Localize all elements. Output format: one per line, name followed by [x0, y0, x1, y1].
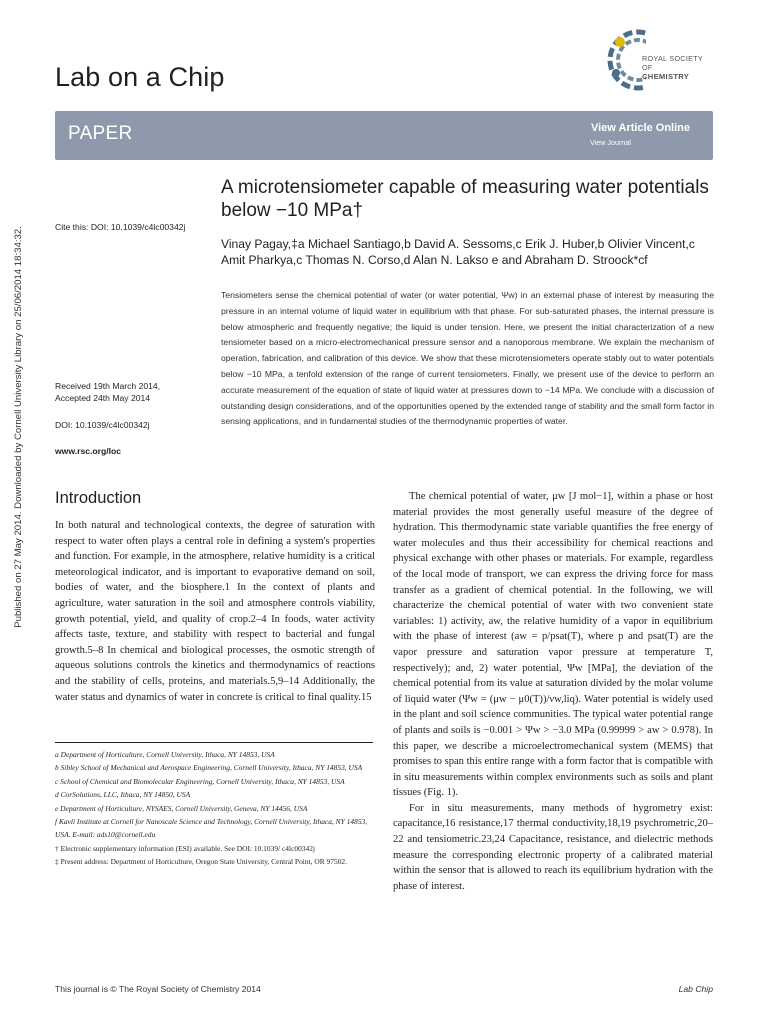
- received-date: Received 19th March 2014,: [55, 381, 161, 391]
- footnote-b: b Sibley School of Mechanical and Aerospace Engineering, Cornell University, Ithaca, NY 14853, USA: [55, 763, 363, 773]
- journal-url-link[interactable]: www.rsc.org/loc: [55, 446, 122, 456]
- cite-this-doi: Cite this: DOI: 10.1039/c4lc00342j: [55, 222, 186, 232]
- footnote-present-address: ‡ Present address: Department of Horticulture, Oregon State University, Central Point, OR 97502.: [55, 857, 348, 867]
- rsc-logo: [606, 18, 716, 98]
- footnote-f: f Kavli Institute at Cornell for Nanoscale Science and Technology, Cornell University, Ithaca, NY 14853, USA. E-mail: ads10@cornell.edu: [55, 817, 368, 840]
- logo-line-2: OF: [642, 63, 653, 72]
- logo-line-3: CHEMISTRY: [642, 72, 690, 81]
- rsc-logo-emblem-icon: [606, 18, 646, 98]
- logo-line-1: ROYAL SOCIETY: [642, 54, 704, 63]
- journal-abbrev-footer: Lab Chip: [678, 984, 713, 994]
- footnote-c: c School of Chemical and Biomolecular Engineering, Cornell University, Ithaca, NY 14853, USA: [55, 776, 345, 786]
- intro-right-column: [393, 489, 713, 894]
- intro-left-column: [55, 518, 375, 705]
- copyright-footer: This journal is © The Royal Society of Chemistry 2014: [55, 984, 261, 994]
- article-type-banner: [55, 111, 713, 160]
- intro-paragraph-2: The chemical potential of water, μw [J mol−1], within a phase or host material provides the most generally useful measure of the degree of hydration. This thermodynamic state variable quantifies the free energy of water molecules and thus their accessibility for chemical reactions and physical exchange with other phases or materials. For example, regardless of the local mode of transport, we can express the driving force for mass transfer as a gradient of chemical potential. In the following, we will characterize the chemical potential of water with two convenient state variables: 1) activity, aw, the relative humidity of a vapor in equilibrium with the phase of interest (aw = p/psat(T), where p and psat(T) are the vapor pressure and saturation vapor pressure at temperature T, respectively); and, 2) water potential, Ψw [MPa], the deviation of the chemical potential from its value at saturation divided by the molar volume of liquid water (Ψw = (μw − μ0(T))/νw,liq). Water potential is widely used in the plant and soil science communities. The typical water potential range of plants and soils is −0.001 > Ψw > −3.0 MPa (0.99999 > aw > 0.978). In this paper, we describe a microelectromechanical system (MEMS) that promises to span this entire range with a form factor that is compatible with in situ measurements within complex environments such as soils and plant tissues (Fig. 1).: [393, 491, 713, 799]
- article-type-label: PAPER: [68, 123, 133, 144]
- section-heading-introduction: Introduction: [55, 489, 142, 507]
- received-accepted-dates: [55, 381, 160, 404]
- download-watermark: Published on 27 May 2014. Downloaded by Cornell University Library on 25/06/2014 18:34:32.: [13, 226, 24, 628]
- footnote-esi: † Electronic supplementary information (ESI) available. See DOI: 10.1039/ c4lc00342j: [55, 843, 316, 853]
- intro-paragraph-1: In both natural and technological contexts, the degree of saturation with respect to water often plays a central role in defining a system's properties and function. For example, in the atmosphere, relative humidity is a critical meteorological indicator, and is important to evaporative demand on soil, bodies of water, and the biosphere.1 In the context of plants and agriculture, water saturation in the soil and atmosphere controls viability, growth potential, yield, and quality of crop.2–4 In foods, water activity affects taste, texture, and stability with respect to bacterial and fungal growth.5–8 In chemical and biological processes, the osmotic strength of aqueous solutions controls the kinetics and thermodynamics of reactions and the stability of cells, proteins, and materials.5,9–14 Additionally, the water status and dynamics of water in concrete is critical to final quality.15: [55, 520, 375, 703]
- abstract: Tensiometers sense the chemical potential of water (or water potential, Ψw) in an external phase of interest by measuring the pressure in an internal volume of liquid water in equilibrium with that phase. For sub-saturated phases, the internal pressure is below atmospheric and frequently negative; the liquid is under tension. Here, we present the initial characterization of a new tensiometer based on a micro-electromechanical pressure sensor and a nanoporous membrane. We explain the mechanism of operation, fabrication, and calibration of this device. We show that these microtensiometers operate stably out to water potentials below −10 MPa, a tenfold extension of the range of current tensiometers. Finally, we present use of the device to perform an accurate measurement of the equation of state of liquid water at pressures down to −14 MPa. We conclude with a discussion of outstanding design considerations, and of the opportunities opened by the extended range of stability and the small form factor in sensing applications, and in fundamental studies of the thermodynamic properties of water.: [221, 290, 714, 427]
- view-journal-link[interactable]: View Journal: [589, 138, 631, 147]
- footnote-divider: [55, 742, 373, 743]
- article-title: A microtensiometer capable of measuring water potentials below −10 MPa†: [221, 177, 709, 221]
- footnote-a: a Department of Horticulture, Cornell University, Ithaca, NY 14853, USA: [55, 750, 275, 759]
- footnote-d: d CorSolutions, LLC, Ithaca, NY 14850, USA: [55, 790, 191, 800]
- accepted-date: Accepted 24th May 2014: [55, 392, 151, 403]
- author-list: Vinay Pagay,‡a Michael Santiago,b David A. Sessoms,c Erik J. Huber,b Olivier Vincent,c Amit Pharkya,c Thomas N. Corso,d Alan N. Lakso e and Abraham D. Stroock*cf: [221, 237, 695, 267]
- view-article-online-link[interactable]: View Article Online: [590, 122, 690, 134]
- affiliation-footnotes: [55, 748, 375, 869]
- journal-title: Lab on a Chip: [55, 62, 225, 92]
- article-doi: DOI: 10.1039/c4lc00342j: [55, 420, 150, 430]
- intro-paragraph-3: For in situ measurements, many methods of hygrometry exist: capacitance,16 resistance,17 thermal conductivity,18,19 psychrometric,20–22 and tensiometric.23,24 Capacitance, resistance, and dielectric methods measure the corresponding electronic property of a calibrated material within the sensor that is allowed to reach its equilibrium hydration with the phase of interest.: [393, 802, 713, 892]
- footnote-e: e Department of Horticulture, NYSAES, Cornell University, Geneva, NY 14456, USA: [55, 803, 308, 813]
